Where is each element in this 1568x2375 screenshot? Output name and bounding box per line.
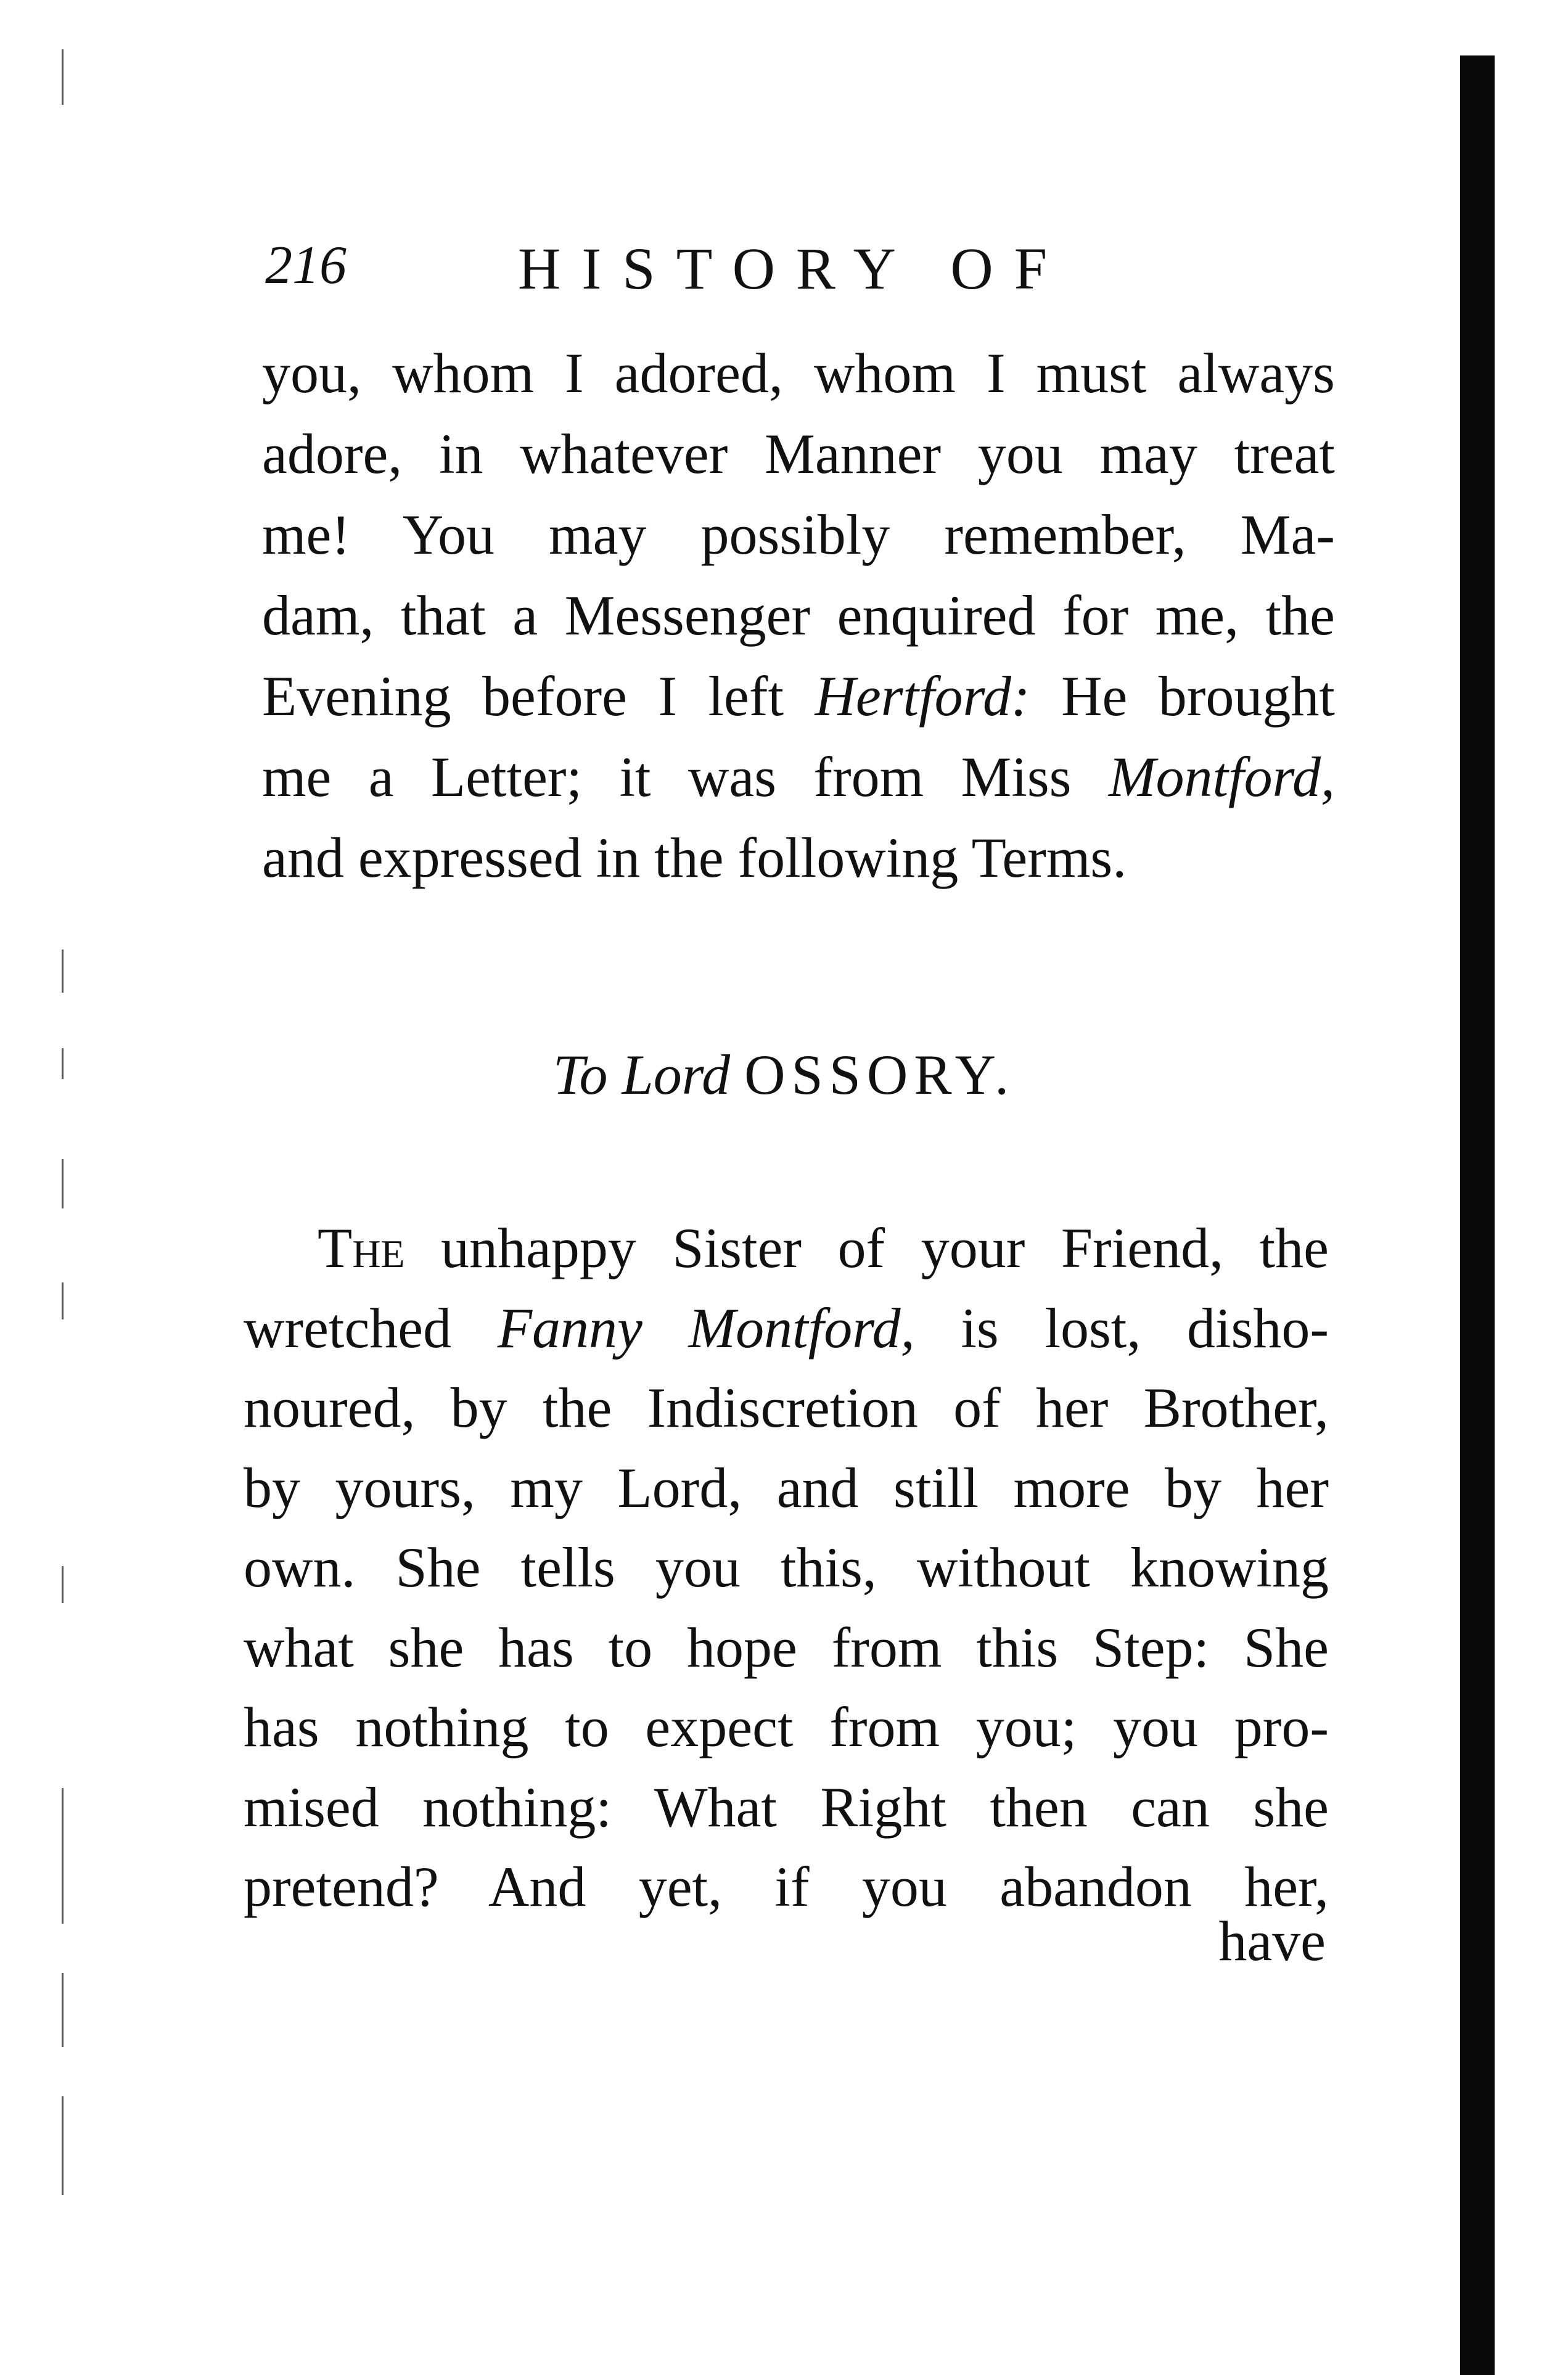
text-run: He brought — [1030, 665, 1335, 728]
letter-salutation: To Lord — [552, 1043, 731, 1106]
letter-heading — [0, 1042, 1568, 1107]
text-line: adore, in whatever Manner you may treat — [262, 422, 1335, 485]
gutter-marks — [43, 0, 80, 2375]
running-head — [265, 234, 1313, 302]
text-line: mised nothing: What Right then can she — [244, 1775, 1329, 1839]
person-name: Montford, — [1108, 745, 1335, 808]
text-line: and expressed in the following Terms. — [262, 826, 1127, 889]
page-edge-shadow — [1460, 55, 1495, 2375]
paragraph-1 — [262, 333, 1335, 898]
text-line — [244, 1289, 1329, 1369]
text-line: noured, by the Indiscretion of her Brother, — [244, 1376, 1329, 1439]
text-line: by yours, my Lord, and still more by her — [244, 1456, 1329, 1519]
letter-addressee: OSSORY. — [744, 1043, 1016, 1106]
text-line — [262, 656, 1335, 737]
text-run: is lost, disho- — [914, 1296, 1329, 1360]
text-run: wretched — [244, 1296, 498, 1360]
letter-body — [244, 1208, 1329, 1927]
text-line: own. She tells you this, without knowing — [244, 1536, 1329, 1599]
text-run: Evening before I left — [262, 665, 815, 728]
text-line: has nothing to expect from you; you pro- — [244, 1696, 1329, 1758]
running-title: HISTORY OF — [518, 236, 1069, 301]
text-line — [244, 1208, 1329, 1289]
text-line: pretend? And yet, if you abandon her, — [244, 1855, 1329, 1918]
place-name: Hertford: — [815, 665, 1030, 728]
text-line: you, whom I adored, whom I must always — [262, 342, 1335, 404]
drop-word: The — [318, 1216, 405, 1279]
text-run: unhappy Sister of your Friend, the — [404, 1216, 1329, 1279]
text-run: me a Letter; it was from Miss — [262, 745, 1109, 808]
text-line: me! You may possibly remember, Ma- — [262, 503, 1335, 566]
text-line: dam, that a Messenger enquired for me, the — [262, 584, 1335, 647]
text-line — [262, 737, 1335, 818]
page-number: 216 — [265, 236, 347, 295]
catchword: have — [1218, 1909, 1326, 1972]
text-line: what she has to hope from this Step: She — [244, 1615, 1329, 1679]
person-name: Fanny Montford, — [497, 1296, 915, 1360]
